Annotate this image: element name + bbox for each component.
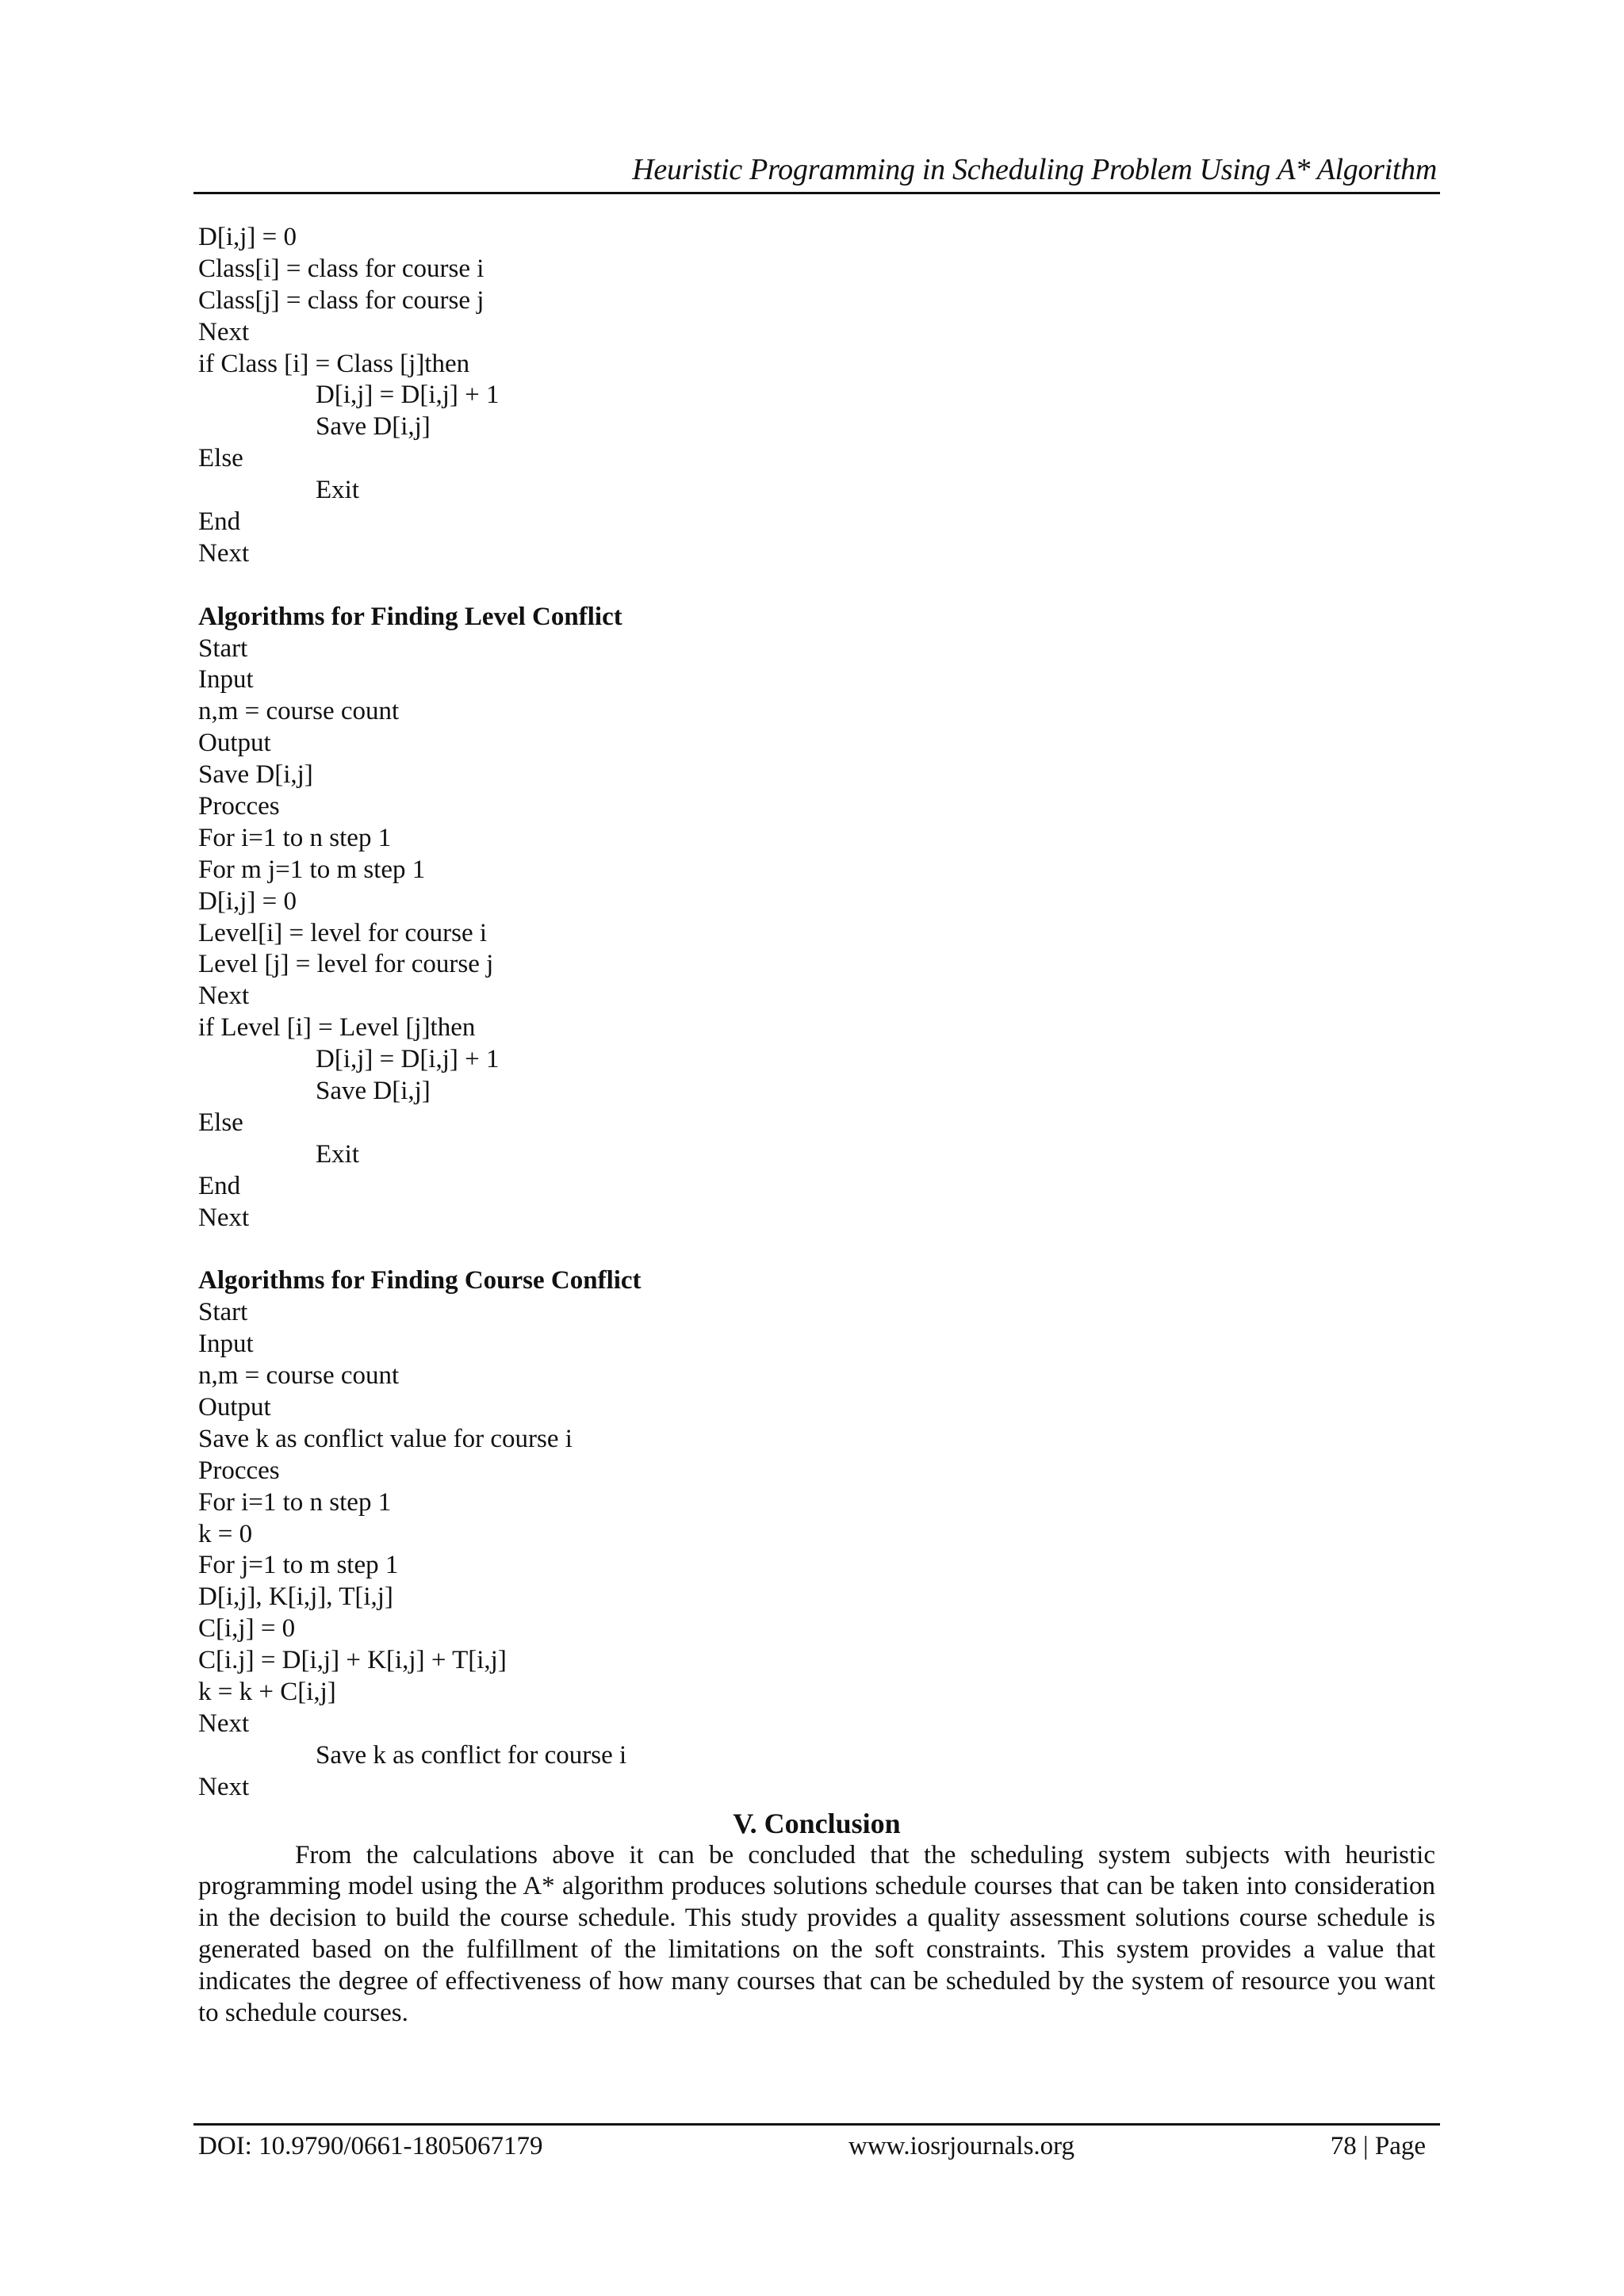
pseudocode-line: Start <box>198 633 248 663</box>
pseudocode-line: if Level [i] = Level [j]then <box>198 1013 476 1043</box>
pseudocode-line: if Class [i] = Class [j]then <box>198 349 470 378</box>
pseudocode-line: Next <box>198 1772 250 1801</box>
pseudocode-line: D[i,j] = 0 <box>198 223 297 251</box>
pseudocode-line: k = 0 <box>198 1519 253 1548</box>
footer-doi: DOI: 10.9790/0661-1805067179 <box>198 2132 543 2160</box>
pseudocode-line: For i=1 to n step 1 <box>198 1487 392 1517</box>
blank-line <box>198 570 1435 602</box>
pseudocode-line: n,m = course count <box>198 697 400 726</box>
pseudocode-line: Start <box>198 1298 248 1327</box>
algorithm-heading: Algorithms for Finding Course Conflict <box>198 1266 642 1295</box>
pseudocode-line: Class[i] = class for course i <box>198 254 485 283</box>
pseudocode-line: Level[i] = level for course i <box>198 918 488 947</box>
algorithm-heading: Algorithms for Finding Level Conflict <box>198 602 622 631</box>
pseudocode-line: C[i,j] = 0 <box>198 1614 296 1644</box>
page-footer <box>193 2123 1440 2160</box>
conclusion-paragraph: From the calculations above it can be concluded that the scheduling system subjects with heuristic programming model using the A* algorithm produces solutions schedule courses that can be taken into consideration in the decision to build the course schedule. This study provides a quality assessment solutions course schedule is generated based on the fulfillment of the limitations on the soft constraints. This system provides a value that indicates the degree of effectiveness of how many courses that can be scheduled by the system of resource you want to schedule courses. <box>198 1840 1435 2028</box>
pseudocode-line: D[i,j], K[i,j], T[i,j] <box>198 1582 393 1612</box>
pseudocode-line: Input <box>198 1330 254 1359</box>
pseudocode-line: End <box>198 507 241 537</box>
pseudocode-line: D[i,j] = D[i,j] + 1 <box>316 1045 500 1074</box>
pseudocode-line: D[i,j] = 0 <box>198 886 297 916</box>
blank-line <box>198 1234 1435 1266</box>
pseudocode-line: C[i.j] = D[i,j] + K[i,j] + T[i,j] <box>198 1646 507 1675</box>
pseudocode-line: End <box>198 1171 241 1200</box>
pseudocode-line: Next <box>198 1709 250 1738</box>
pseudocode-line: k = k + C[i,j] <box>198 1677 336 1706</box>
section-title: V. Conclusion <box>733 1807 901 1839</box>
pseudocode-line: Save D[i,j] <box>316 1077 431 1106</box>
pseudocode-line: Class[j] = class for course j <box>198 285 485 315</box>
pseudocode-line: Output <box>198 1392 271 1422</box>
pseudocode-line: Output <box>198 729 271 758</box>
pseudocode-line: n,m = course count <box>198 1361 400 1391</box>
pseudocode-line: Next <box>198 982 250 1011</box>
header-title: Heuristic Programming in Scheduling Problem Using A* Algorithm <box>632 153 1437 186</box>
pseudocode-line: For i=1 to n step 1 <box>198 823 392 852</box>
pseudocode-line: Else <box>198 444 243 473</box>
pseudocode-line: Save D[i,j] <box>198 760 313 790</box>
footer-url: www.iosrjournals.org <box>848 2132 1075 2160</box>
pseudocode-line: Input <box>198 665 254 695</box>
pseudocode-line: Save k as conflict for course i <box>316 1740 627 1770</box>
pseudocode-line: Procces <box>198 792 280 821</box>
pseudocode-line: Exit <box>316 1139 359 1169</box>
pseudocode-line: For m j=1 to m step 1 <box>198 855 426 884</box>
pseudocode-line: Next <box>198 317 250 346</box>
pseudocode-line: Save k as conflict value for course i <box>198 1424 573 1453</box>
document-body <box>198 222 1435 2030</box>
pseudocode-line: For j=1 to m step 1 <box>198 1551 399 1580</box>
footer-page-number: 78 | Page <box>1330 2132 1426 2160</box>
pseudocode-line: Next <box>198 1203 250 1232</box>
pseudocode-line: Procces <box>198 1456 280 1485</box>
pseudocode-line: Level [j] = level for course j <box>198 950 494 979</box>
pseudocode-line: Exit <box>316 476 359 505</box>
running-header <box>193 147 1440 194</box>
pseudocode-line: Next <box>198 538 250 568</box>
pseudocode-line: D[i,j] = D[i,j] + 1 <box>316 381 500 410</box>
pseudocode-line: Save D[i,j] <box>316 412 431 442</box>
pseudocode-line: Else <box>198 1108 243 1137</box>
